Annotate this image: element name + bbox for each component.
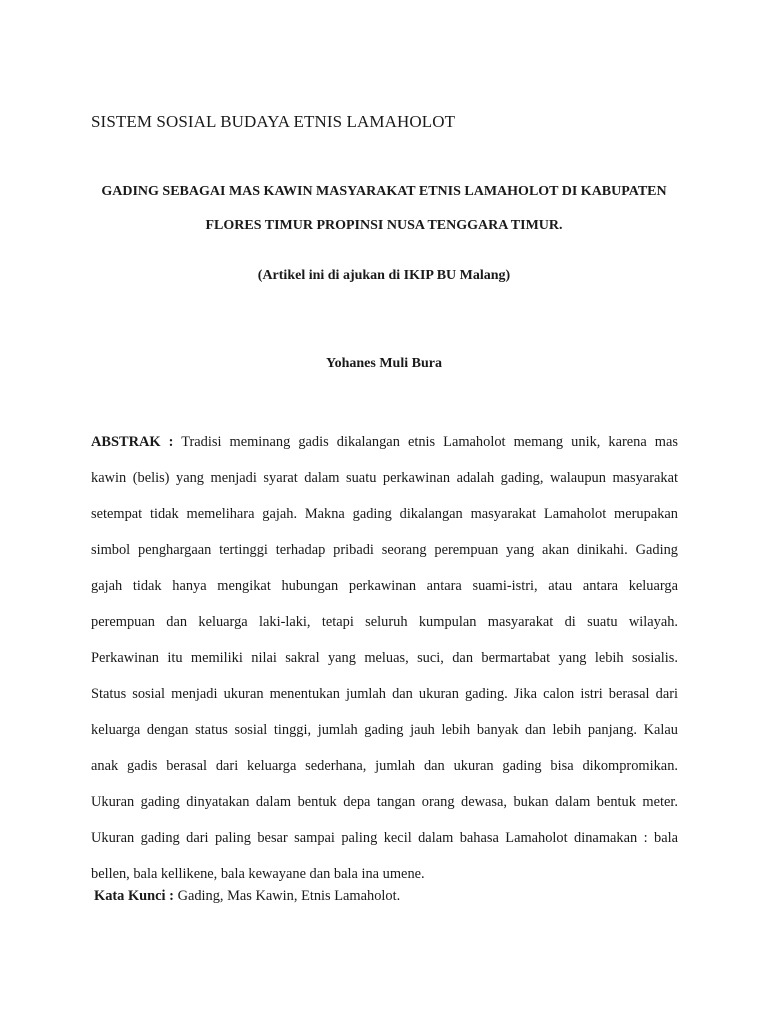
keywords-value: Gading, Mas Kawin, Etnis Lamaholot. — [177, 888, 401, 904]
abstract-line: Ukuran gading dinyatakan dalam bentuk depa tangan orang dewasa, bukan dalam bentuk meter. — [91, 794, 678, 810]
abstract-line: perempuan dan keluarga laki-laki, tetapi seluruh kumpulan masyarakat di suatu wilayah. — [91, 614, 678, 630]
abstract-label: ABSTRAK : — [91, 434, 174, 450]
abstract-line: Perkawinan itu memiliki nilai sakral yang meluas, suci, dan bermartabat yang lebih sosialis. — [91, 650, 678, 666]
keywords-label: Kata Kunci : — [94, 888, 174, 904]
abstract-line: simbol penghargaan tertinggi terhadap pribadi seorang perempuan yang akan dinikahi. Gading — [91, 542, 678, 558]
submission-note: (Artikel ini di ajukan di IKIP BU Malang) — [257, 268, 511, 283]
abstract-paragraph — [91, 424, 678, 892]
abstract-line: anak gadis berasal dari keluarga sederhana, jumlah dan ukuran gading bisa dikompromikan. — [91, 758, 678, 774]
article-title-line-2: FLORES TIMUR PROPINSI NUSA TENGGARA TIMUR. — [205, 218, 563, 233]
abstract-line: keluarga dengan status sosial tinggi, jumlah gading jauh lebih banyak dan lebih panjang. Kalau — [91, 722, 678, 738]
abstract-first-line-text: Tradisi meminang gadis dikalangan etnis Lamaholot memang unik, karena mas — [181, 434, 678, 450]
abstract-line: Ukuran gading dari paling besar sampai paling kecil dalam bahasa Lamaholot dinamakan : bala — [91, 830, 678, 846]
abstract-line: bellen, bala kellikene, bala kewayane dan bala ina umene. — [91, 866, 425, 882]
abstract-line: Status sosial menjadi ukuran menentukan jumlah dan ukuran gading. Jika calon istri berasal dari — [91, 686, 678, 702]
abstract-line: kawin (belis) yang menjadi syarat dalam suatu perkawinan adalah gading, walaupun masyarakat — [91, 470, 678, 486]
abstract-line — [91, 424, 678, 460]
keywords — [94, 888, 400, 905]
document-title: SISTEM SOSIAL BUDAYA ETNIS LAMAHOLOT — [91, 112, 456, 131]
abstract-line: gajah tidak hanya mengikat hubungan perkawinan antara suami-istri, atau antara keluarga — [91, 578, 678, 594]
author-name: Yohanes Muli Bura — [326, 356, 442, 371]
article-title-line-1: GADING SEBAGAI MAS KAWIN MASYARAKAT ETNIS LAMAHOLOT DI KABUPATEN — [101, 184, 667, 199]
abstract-line: setempat tidak memelihara gajah. Makna gading dikalangan masyarakat Lamaholot merupakan — [91, 506, 678, 522]
